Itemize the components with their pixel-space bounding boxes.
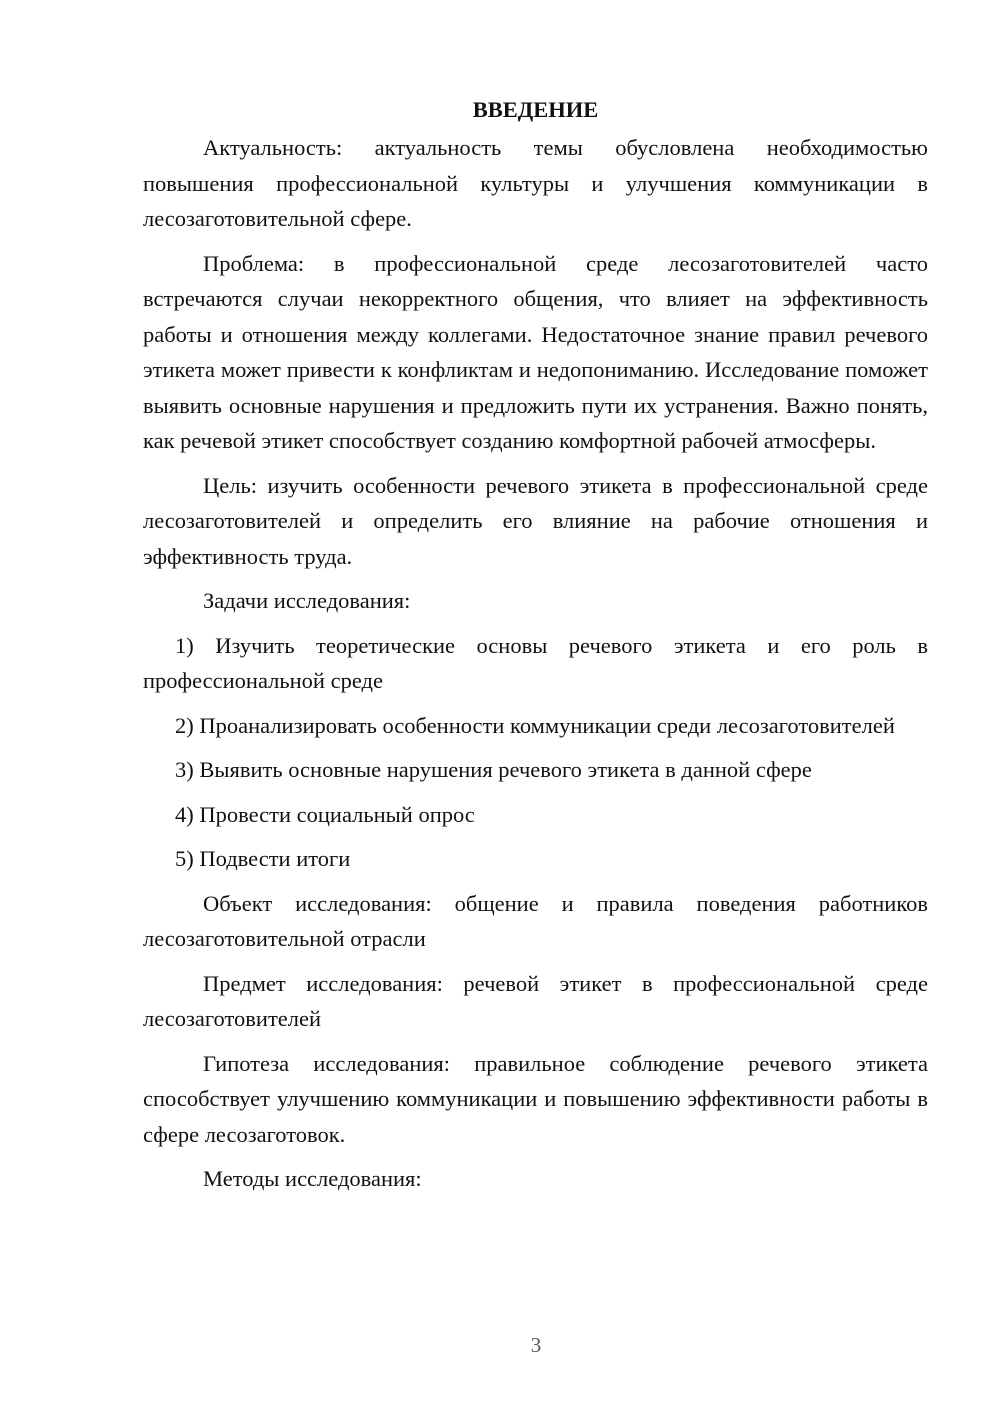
paragraph-hypothesis: Гипотеза исследования: правильное соблюдение речевого этикета способствует улучшению коммуникации и повышению эффективности работы в сфере лесозаготовок. [143,1050,928,1147]
paragraph-relevance: Актуальность: актуальность темы обусловлена необходимостью повышения профессиональной культуры и улучшения коммуникации в лесозаготовительной сфере. [143,135,928,231]
paragraph-goal: Цель: изучить особенности речевого этикета в профессиональной среде лесозаготовителей и определить его влияние на рабочие отношения и эффективность труда. [143,472,928,569]
task-item-4: 4) Провести социальный опрос [175,801,475,827]
page-number: 3 [530,1333,542,1357]
paragraph-subject: Предмет исследования: речевой этикет в профессиональной среде лесозаготовителей [143,970,928,1031]
task-item-2: 2) Проанализировать особенности коммуникации среди лесозаготовителей [175,712,895,738]
task-item-3: 3) Выявить основные нарушения речевого этикета в данной сфере [175,757,812,782]
section-heading: ВВЕДЕНИЕ [472,97,599,122]
tasks-title: Задачи исследования: [203,588,411,613]
page-content [143,92,928,1206]
methods-title: Методы исследования: [203,1166,422,1191]
task-item-1: 1) Изучить теоретические основы речевого этикета и его роль в профессиональной среде [143,632,928,693]
paragraph-problem: Проблема: в профессиональной среде лесозаготовителей часто встречаются случаи некорректного общения, что влияет на эффективность работы и отношения между коллегами. Недостаточное знание правил речевого этикета может привести к конфликтам и недопониманию. Исследование поможет выявить основные нарушения и предложить пути их устранения. Важно понять, как речевой этикет способствует созданию комфортной рабочей атмосферы. [143,250,928,453]
task-item-5: 5) Подвести итоги [175,846,351,871]
paragraph-object: Объект исследования: общение и правила поведения работников лесозаготовительной отрасли [143,890,928,951]
